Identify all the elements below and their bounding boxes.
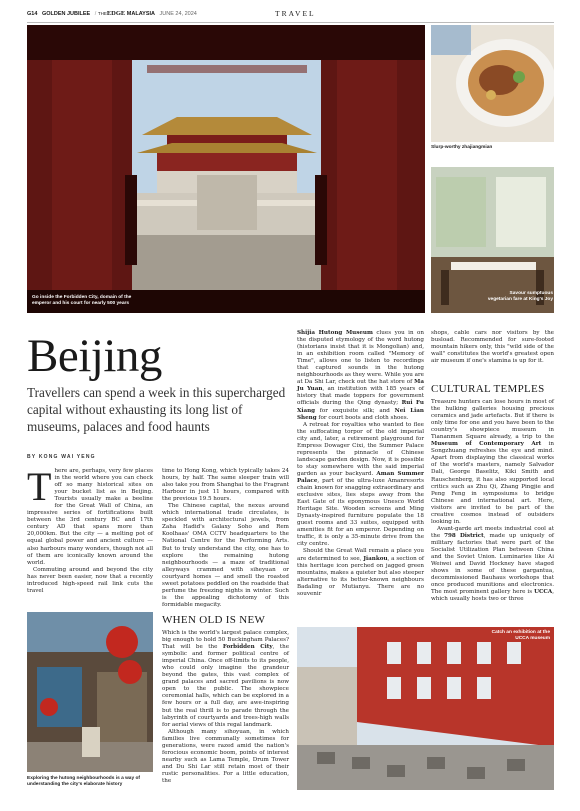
col2-paragraph-1: time to Hong Kong, which typically takes 24 hours, by half. The same sleeper train will also take you from Shanghai to the Fragrant Harbour in just 11 hours, compared with the previous 19.5 hours. (162, 468, 289, 503)
forbidden-city-caption: Go inside the Forbidden City, domain of the emperor and his court for nearly 500 years (32, 295, 132, 306)
ucca-caption: Catch an exhibition at the UCCA museum (491, 630, 550, 641)
paper-suffix: MALAYSIA (126, 11, 155, 17)
column-4-top (431, 330, 554, 365)
col2-paragraph-3: Which is the world's largest palace complex, big enough to hold 50 Buckingham Palaces? That will be the Forbidden City, the symbolic and former political centre of imperial China. Once off-limits to its people, who could only imagine the grandeur beyond the gates, this vast complex of grand palaces and sacred pavilions is now open to the public. The showpiece ceremonial halls, which can be explored in a few hours or a full day, are awe-inspiring but the real thrill is to parade through the labyrinth of courtyards and trees-high walls for aerial views of this regal landmark. (162, 630, 289, 728)
article-headline: Beijing (27, 330, 162, 382)
noodles-caption: Slurp-worthy zhajiangmian (431, 145, 493, 150)
page-header: G14 GOLDEN JUBILEE / THEEDGE MALAYSIA JUNE 24, 2024 TRAVEL (27, 9, 316, 18)
brand-label: GOLDEN JUBILEE (41, 11, 91, 17)
column-3 (297, 330, 424, 598)
col4-paragraph-3: Avant-garde art meets industrial cool at the 798 District, made up uniquely of military factories that were part of the Socialist Utilization Plan between China and the Soviet Union. Luminaries like Ai Weiwei and David Hockney have staged shows in some of these gargantua, decommissioned Bauhaus workshops that once produced munitions and electronics. The most prominent gallery here is UCCA, which usually hosts two or three (431, 525, 554, 603)
col3-paragraph-3: Should the Great Wall remain a place you are determined to see, Jiankou, a section of this heritage icon perched on jagged green mountains, makes a quieter but also steeper alternative to its better-known neighbours Badaling or Mutianyu. There are no souvenir (297, 548, 424, 597)
col3-paragraph-2: A retreat for royalties who wanted to flee the suffocating torpor of the old imperial city and, later, a retirement playground for Empress Dowager Cixi, the Summer Palace represents the pinnacle of Chinese landscape garden design. Now, it is possible to stay somewhere with the said imperial garden as your backyard. Aman Summer Palace, part of the ultra-luxe Amanresorts chain known for snagging extraordinary and exclusive sites, lies steps away from the East Gate of its eponymous Unesco World Heritage Site. Wooden screens and Ming Dynasty-inspired furniture populate the 18 guest rooms and 33 suites, equipped with amenities fit for an emperor. Depending on traffic, it is only a 35-minute drive from the city centre. (297, 421, 425, 548)
ucca-photo (297, 627, 554, 790)
subhead-cultural-temples: CULTURAL TEMPLES (431, 383, 545, 395)
drop-cap: T (27, 464, 52, 509)
article-byline: BY KONG WAI YENG (27, 454, 96, 460)
col3-paragraph-1: Shijia Hutong Museum clues you in on the disputed etymology of the word hutong (historians insist that it is Mongolian) and, in an exhibition room called "Memory of Time", allows one to listen to recordings that captured sounds in the hutong neighbourhoods as they were. While you are at Da Shi Lar, check out the hat store of Ma Ju Yuan, an institution with 185 years of history that made toppers for government officials during the Qing dynasty; Rui Fu Xiang for exquisite silk; and Nei Lian Sheng for court boots and cloth shoes. (297, 330, 425, 421)
column-1 (27, 464, 153, 595)
col1-paragraph-1: here are, perhaps, very few places in the world where you can check off so many historical sites on your bucket list as in Beijing. Tourists usually make a beeline for the Great Wall of China, an impressive series of fortifications built between the 3rd century BC and 17th century AD that spans more than 20,000km. But the city — a melting pot of equal global power and ancient culture — also harbours many wonders, though not all of them are iconically known around the world. (27, 468, 153, 566)
forbidden-city-photo (27, 25, 425, 313)
hutong-caption: Exploring the hutong neighbourhoods is a way of understanding the city's elaborate history (27, 776, 140, 787)
issue-date: JUNE 24, 2024 (159, 11, 197, 17)
paper-prefix: THE (97, 11, 107, 16)
col1-paragraph-2: Commuting around and beyond the city has never been easier, now that a recently introduced high-speed rail link cuts the travel (27, 566, 153, 594)
section-label: TRAVEL (275, 9, 316, 18)
col2-paragraph-2: The Chinese capital, the nexus around which international trade circulates, is speckled with architectural jewels, from Zaha Hadid's Galaxy Soho and Rem Koolhaas' OMA CCTV headquarters to the National Centre for the Performing Arts. But to truly understand the city, one has to explore the remaining hutong neighbourhoods — a maze of traditional alleyways crammed with siheyuan or courtyard homes — and smell the roasted sweet potatoes peddled on the roadside that perfume the freezing nights in winter. Such is the appealing dichotomy of this formidable megacity. (162, 503, 289, 608)
noodles-photo (431, 25, 554, 142)
paper-name: EDGE (106, 10, 126, 17)
col4-paragraph-1: shops, cable cars nor visitors by the busload. Recommended for sure-footed mountain hikers only, this "wild side of the wall" constitutes the world's greatest open air museum if one's stamina is up for it. (431, 330, 554, 365)
col4-paragraph-2: Treasure hunters can lose hours in most of the hulking galleries housing precious ceramics and jade artefacts. But if there is only time for one and you have been to the country's showpiece museum in Tiananmen Square already, a trip to the Museum of Contemporary Art in Songzhuang refreshes the eye and mind. Apart from displaying the classical works of the world's masters, namely Salvador Dali, George Baselitz, Kiki Smith and Rauschenberg, it has also supported local critics such as Zhu Qi, Zhang Pingjie and Peng Feng in symposiums to bridge Chinese and international art. Here, visitors are invited to be part of the creative cosmos instead of outsiders looking in. (431, 399, 554, 525)
page-number: G14 (27, 11, 38, 17)
column-4-bottom (431, 399, 554, 603)
col2-paragraph-4: Although many sihoyuan, in which families live communally sometimes for generations, were razed amid the nation's ferocious economic boom, points of interest nearby such as Lama Temple, Drum Tower and Du Shi Lar still retain most of their rustic personalities. For a little education, the (162, 728, 289, 784)
hutong-photo (27, 612, 153, 772)
article-standfirst: Travellers can spend a week in this supercharged capital without exhausting its long list of museums, palaces and food haunts (27, 385, 286, 434)
column-2-bottom (162, 630, 289, 785)
column-2-top (162, 468, 289, 609)
header-rule (27, 22, 554, 23)
restaurant-caption: Savour sumptuous vegetarian fare at King's Joy (487, 291, 553, 302)
subhead-when-old-is-new: WHEN OLD IS NEW (162, 614, 266, 626)
